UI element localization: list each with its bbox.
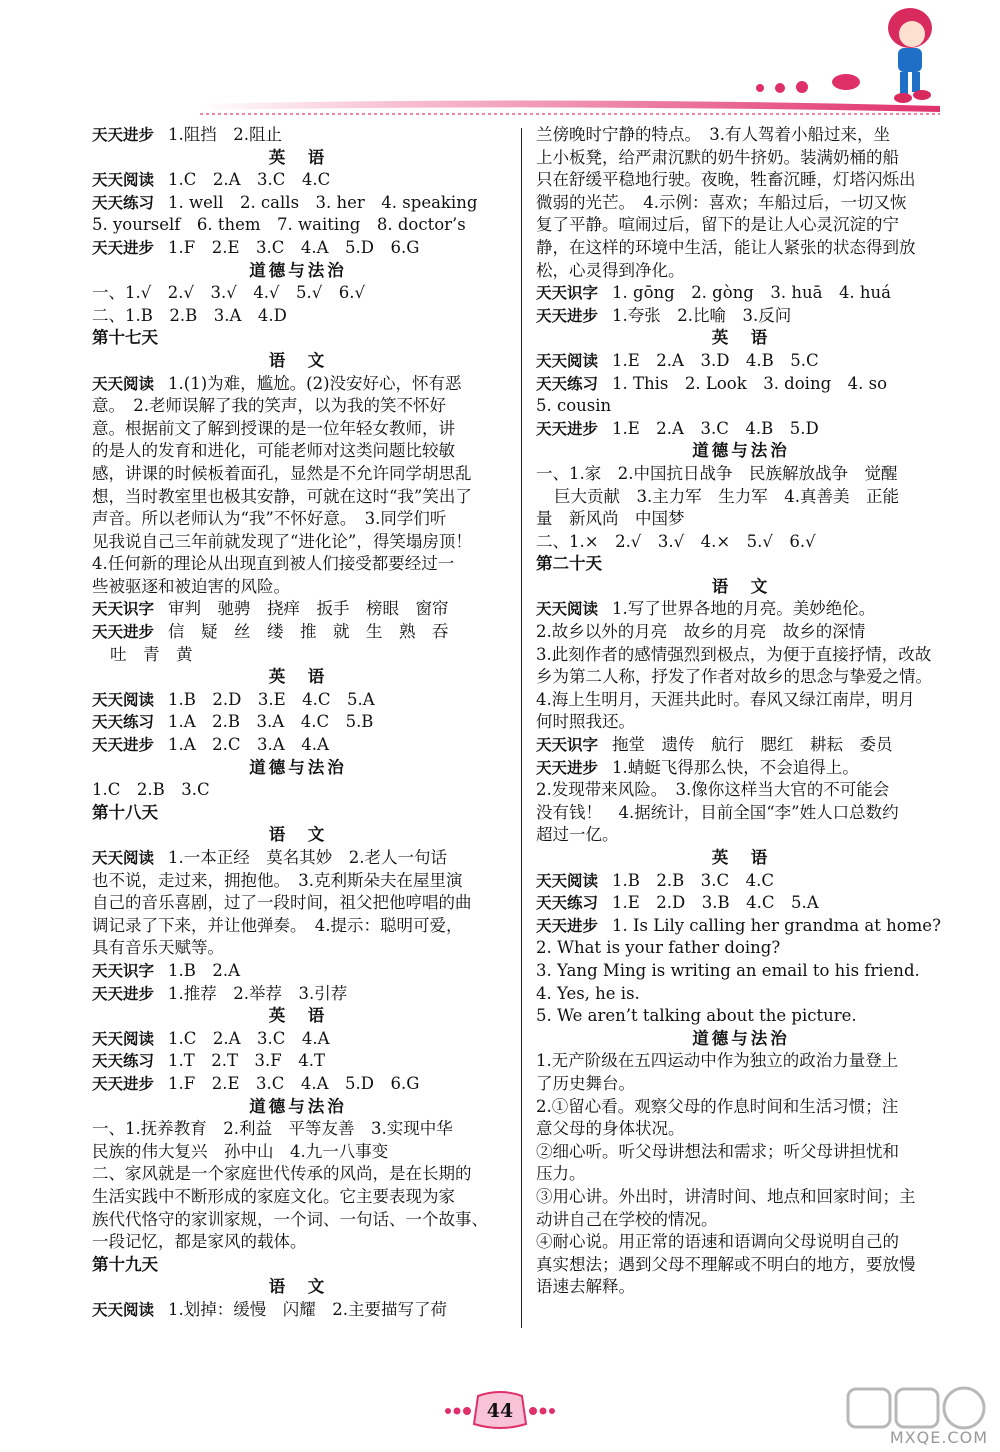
answer-text-line: 吐 青 黄 <box>110 644 193 664</box>
answer-text: 1. gōng 2. gòng 3. huā 4. huá <box>612 283 892 303</box>
answer-label: 天天识字 <box>92 961 155 980</box>
header-decoration <box>0 0 1000 120</box>
day-heading: 第二十天 <box>536 554 602 574</box>
answer-text-line: 二、1.× 2.√ 3.√ 4.× 5.√ 6.√ <box>536 531 816 551</box>
answer-label: 天天进步 <box>536 916 599 935</box>
answer-line <box>92 373 504 396</box>
answer-label: 天天阅读 <box>92 1300 155 1319</box>
section-heading: 英 语 <box>268 1006 328 1026</box>
page-number: 44 <box>486 1400 514 1422</box>
answer-line <box>92 237 504 260</box>
answer-label: 天天进步 <box>536 419 599 438</box>
day-heading: 第十七天 <box>92 328 158 348</box>
answer-text-line: 超过一亿。 <box>536 825 619 845</box>
answer-text-line: 自己的音乐喜剧，过了一段时间，祖父把他哼唱的曲 <box>92 893 472 913</box>
dot-icon <box>756 84 764 92</box>
answer-text-line: 的是人的发育和进化，可能老师对这类问题比较敏 <box>92 441 455 461</box>
answer-line <box>92 621 504 644</box>
answer-line <box>92 1299 504 1322</box>
answer-label: 天天进步 <box>92 126 155 144</box>
answer-text-line: 微弱的光芒。 4.示例：喜欢；车船过后，一切又恢 <box>536 192 907 212</box>
answer-text-line: 一、1.抚养教育 2.利益 平等友善 3.实现中华 <box>92 1119 453 1139</box>
answer-line <box>536 305 946 328</box>
answer-text: 1.F 2.E 3.C 4.A 5.D 6.G <box>168 1073 420 1093</box>
section-heading: 道德与法治 <box>692 1028 790 1048</box>
answer-text: 1.阻挡 2.阻止 <box>168 125 283 144</box>
answer-text-line: 2.故乡以外的月亮 故乡的月亮 故乡的深情 <box>536 622 866 642</box>
answer-text: 1.T 2.T 3.F 4.T <box>168 1051 325 1071</box>
section-heading: 道德与法治 <box>249 1096 347 1116</box>
answer-text-line: 1.无产阶级在五四运动中作为独立的政治力量登上 <box>536 1051 899 1071</box>
answer-line <box>536 757 946 780</box>
answer-label: 天天练习 <box>92 1052 155 1071</box>
answer-text-line: 调记录了下来，并让他弹奏。 4.提示：聪明可爱， <box>92 915 463 935</box>
answer-text-line: 4.海上生明月，天涯共此时。春风又绿江南岸，明月 <box>536 689 915 709</box>
answer-text: 1.F 2.E 3.C 4.A 5.D 6.G <box>168 237 420 257</box>
answer-text-line: 声音。所以老师认为“我”不怀好意。 3.同学们听 <box>92 509 447 529</box>
answer-text: 信 疑 丝 缕 推 就 生 熟 吞 <box>168 622 449 642</box>
answer-line <box>92 711 504 734</box>
section-heading: 英 语 <box>711 328 771 348</box>
answer-label: 天天阅读 <box>536 600 599 619</box>
answer-text-line: 意。 2.老师误解了我的笑声，以为我的笑不怀好 <box>92 396 446 416</box>
answer-text-line: 具有音乐天赋等。 <box>92 938 224 958</box>
answer-label: 天天阅读 <box>92 374 155 393</box>
answer-text-line: 生活实践中不断形成的家庭文化。它主要表现为家 <box>92 1186 455 1206</box>
answer-text-line: 民族的伟大复兴 孙中山 4.九一八事变 <box>92 1141 389 1161</box>
answer-text-line: 5. cousin <box>536 396 612 416</box>
answer-label: 天天阅读 <box>92 171 155 190</box>
answer-text: 1.夸张 2.比喻 3.反问 <box>612 305 792 325</box>
answer-line <box>536 282 946 305</box>
answer-label: 天天识字 <box>536 736 599 755</box>
answer-text: 1.推荐 2.举荐 3.引荐 <box>168 983 348 1003</box>
answer-text: 1.E 2.A 3.D 4.B 5.C <box>612 350 819 370</box>
answer-text-line: 3.此刻作者的感情强烈到极点，为便于直接抒情，改故 <box>536 644 932 664</box>
answer-text: 1.B 2.A <box>168 960 241 980</box>
answer-line <box>536 870 946 893</box>
column-divider <box>521 128 522 1328</box>
answer-text-line: 一、1.√ 2.√ 3.√ 4.√ 5.√ 6.√ <box>92 283 366 303</box>
answer-label: 天天进步 <box>92 984 155 1003</box>
answer-text-line: 只在舒缓平稳地行驶。夜晚，牲畜沉睡，灯塔闪烁出 <box>536 170 916 190</box>
section-heading: 英 语 <box>268 147 328 167</box>
answer-line <box>536 418 946 441</box>
answer-text-line: 4. Yes, he is. <box>536 983 640 1003</box>
answer-text: 审判 驰骋 挠痒 扳手 榜眼 窗帘 <box>168 599 449 619</box>
answer-text: 1.写了世界各地的月亮。美妙绝伦。 <box>612 599 876 619</box>
answer-text-line: 语速去解释。 <box>536 1277 635 1297</box>
answer-line <box>92 847 504 870</box>
answer-text-line: 巨大贡献 3.主力军 生力军 4.真善美 正能 <box>554 486 899 506</box>
answer-text-line: 意父母的身体状况。 <box>536 1119 685 1139</box>
answer-text: 1.C 2.A 3.C 4.C <box>168 170 331 190</box>
answer-text-line: 二、家风就是一个家庭世代传承的风尚，是在长期的 <box>92 1164 472 1184</box>
section-heading: 语 文 <box>268 825 328 845</box>
answer-label: 天天识字 <box>92 600 155 619</box>
answer-text-line: 也不说，走过来，拥抱他。 3.克利斯朵夫在屋里演 <box>92 870 463 890</box>
answer-text-line: 静，在这样的环境中生活，能让人紧张的状态得到放 <box>536 237 916 257</box>
answer-line <box>92 1028 504 1051</box>
answer-text-line: 2.发现带来风险。 3.像你这样当大官的不可能会 <box>536 780 890 800</box>
answer-line <box>92 124 504 147</box>
ball-icon <box>832 74 860 90</box>
answer-line <box>92 734 504 757</box>
answer-text-line: 何时照我还。 <box>536 712 635 732</box>
answer-text: 1.(1)为难，尴尬。(2)没安好心，怀有恶 <box>168 373 462 393</box>
answer-text-line: 1.C 2.B 3.C <box>92 780 210 800</box>
answer-text-line: ④耐心说。用正常的语速和语调向父母说明自己的 <box>536 1232 899 1252</box>
answer-text: 1.E 2.A 3.C 4.B 5.D <box>612 418 819 438</box>
answer-text: 1.B 2.B 3.C 4.C <box>612 870 774 890</box>
answer-label: 天天练习 <box>536 894 599 913</box>
answer-label: 天天进步 <box>92 1074 155 1093</box>
answer-text-line: 真实想法；遇到父母不理解或不明白的地方，要放慢 <box>536 1254 916 1274</box>
answer-text-line: 5. We aren’t talking about the picture. <box>536 1006 857 1026</box>
answer-line <box>92 1050 504 1073</box>
answer-text: 1.蜻蜓飞得那么快，不会追得上。 <box>612 757 859 777</box>
answer-label: 天天进步 <box>536 758 599 777</box>
answer-line <box>92 960 504 983</box>
answer-line <box>536 734 946 757</box>
answer-text: 1.一本正经 莫名其妙 2.老人一句话 <box>168 848 448 867</box>
answer-text-line: 二、1.B 2.B 3.A 4.D <box>92 305 287 325</box>
answer-text-line: 一段记忆，都是家风的载体。 <box>92 1232 307 1252</box>
answer-label: 天天练习 <box>92 193 155 212</box>
answer-text: 1. This 2. Look 3. doing 4. so <box>612 373 888 393</box>
answer-text-line: 一、1.家 2.中国抗日战争 民族解放战争 觉醒 <box>536 463 898 483</box>
answer-text-line: 乡为第二人称，抒发了作者对故乡的思念与挚爱之情。 <box>536 667 932 687</box>
answer-text-line: 4.任何新的理论从出现直到被人们接受都要经过一 <box>92 554 455 574</box>
answer-text-line: 没有钱！ 4.据统计，目前全国“李”姓人口总数约 <box>536 802 899 822</box>
answer-line <box>536 350 946 373</box>
section-heading: 语 文 <box>268 1277 328 1297</box>
answer-label: 天天进步 <box>536 306 599 325</box>
answer-text-line: 了历史舞台。 <box>536 1073 635 1093</box>
answer-text: 1.A 2.B 3.A 4.C 5.B <box>168 712 374 732</box>
answer-line <box>92 689 504 712</box>
answer-text-line: 兰傍晚时宁静的特点。 3.有人驾着小船过来，坐 <box>536 125 890 144</box>
section-heading: 道德与法治 <box>692 441 790 461</box>
answer-line <box>536 373 946 396</box>
answer-text: 拖堂 遗传 航行 腮红 耕耘 委员 <box>612 735 893 755</box>
answer-label: 天天练习 <box>536 374 599 393</box>
answer-label: 天天阅读 <box>92 690 155 709</box>
answer-label: 天天阅读 <box>536 351 599 370</box>
answer-text-line: 3. Yang Ming is writing an email to his friend. <box>536 960 920 980</box>
answer-text-line: 5. yourself 6. them 7. waiting 8. doctor’s <box>92 215 466 235</box>
answer-line <box>92 169 504 192</box>
section-heading: 道德与法治 <box>249 260 347 280</box>
section-heading: 语 文 <box>711 576 771 596</box>
answer-text-line: 2.①留心看。观察父母的作息时间和生活习惯；注 <box>536 1096 899 1116</box>
answer-text-line: 些被驱逐和被迫害的风险。 <box>92 576 290 596</box>
answer-label: 天天阅读 <box>92 849 155 867</box>
answer-text-line: 想，当时教室里也极其安静，可就在这时“我”笑出了 <box>92 486 472 506</box>
answer-text-line: 2. What is your father doing? <box>536 938 781 958</box>
answer-text: 1.E 2.D 3.B 4.C 5.A <box>612 893 819 913</box>
answer-text: 1. well 2. calls 3. her 4. speaking <box>168 192 478 212</box>
answer-text-line: 复了平静。喧闹过后，留下的是让人心灵沉淀的宁 <box>536 215 899 235</box>
answer-label: 天天进步 <box>92 238 155 257</box>
answer-text-line: 动讲自己在学校的情况。 <box>536 1209 718 1229</box>
right-column <box>536 124 946 1299</box>
answer-label: 天天识字 <box>536 284 599 303</box>
answer-text-line: 量 新风尚 中国梦 <box>536 509 685 529</box>
answer-text-line: 压力。 <box>536 1164 586 1184</box>
answer-line <box>536 598 946 621</box>
answer-line <box>92 1073 504 1096</box>
watermark-site: MXQE.COM <box>889 1428 988 1447</box>
answer-line <box>92 598 504 621</box>
answer-text-line: 见我说自己三年前就发现了“进化论”，得笑塌房顶！ <box>92 531 472 551</box>
answer-label: 天天进步 <box>92 623 155 642</box>
answer-label: 天天练习 <box>92 713 155 732</box>
section-heading: 英 语 <box>711 848 771 867</box>
answer-label: 天天进步 <box>92 736 155 755</box>
answer-text-line: 族代代恪守的家训家规，一个词、一句话、一个故事、 <box>92 1209 488 1229</box>
left-column <box>92 124 504 1321</box>
cartoon-child-icon <box>888 8 932 103</box>
answer-text: 1.划掉：缓慢 闪耀 2.主要描写了荷 <box>168 1299 448 1319</box>
answer-text: 1.B 2.D 3.E 4.C 5.A <box>168 689 375 709</box>
section-heading: 语 文 <box>268 350 328 370</box>
answer-text: 1.C 2.A 3.C 4.A <box>168 1028 330 1048</box>
day-heading: 第十九天 <box>92 1254 158 1274</box>
answer-text: 1.A 2.C 3.A 4.A <box>168 735 329 755</box>
answer-line <box>92 192 504 215</box>
answer-text-line: 感，讲课的时候板着面孔，显然是不允许同学胡思乱 <box>92 463 472 483</box>
day-heading: 第十八天 <box>92 802 158 822</box>
answer-line <box>536 892 946 915</box>
answer-text-line: 意。根据前文了解到授课的是一位年轻女教师，讲 <box>92 418 455 438</box>
answer-line <box>92 983 504 1006</box>
answer-text: 1. Is Lily calling her grandma at home? <box>612 915 941 935</box>
header-band <box>200 100 940 112</box>
section-heading: 道德与法治 <box>249 757 347 777</box>
answer-label: 天天阅读 <box>92 1029 155 1048</box>
section-heading: 英 语 <box>268 667 328 687</box>
answer-line <box>536 915 946 938</box>
answer-text-line: 松，心灵得到净化。 <box>536 260 685 280</box>
answer-label: 天天阅读 <box>536 871 599 890</box>
answer-text-line: ③用心讲。外出时，讲清时间、地点和回家时间；主 <box>536 1186 916 1206</box>
answer-text-line: 上小板凳，给严肃沉默的奶牛挤奶。装满奶桶的船 <box>536 147 899 167</box>
answer-text-line: ②细心听。听父母讲想法和需求；听父母讲担忧和 <box>536 1141 899 1161</box>
